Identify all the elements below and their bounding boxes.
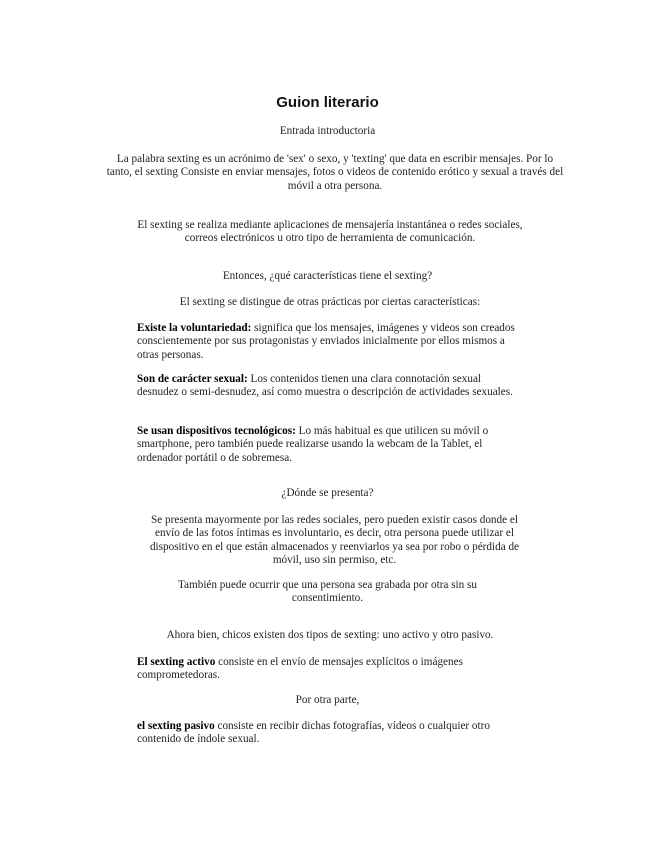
apps-paragraph: El sexting se realiza mediante aplicaciones de mensajería instantánea o redes sociales, correos electrónicos u otro tipo de herramienta de comunicación. bbox=[137, 219, 523, 245]
question-characteristics: Entonces, ¿qué características tiene el sexting? bbox=[222, 270, 433, 282]
page-title: Guion literario bbox=[276, 94, 379, 111]
intro-paragraph: La palabra sexting es un acrónimo de 'sex' o sexo, y 'texting' que data en escribir mensajes. Por lo tanto, el sexting Consiste en enviar mensajes, fotos o videos de contenido erótico y sexual a través del móvil a otra persona. bbox=[106, 153, 564, 192]
passive-sexting-text: consiste en recibir dichas fotografías, vídeos o cualquier otro contenido de índole sexual. bbox=[137, 720, 490, 746]
characteristic-text: Lo más habitual es que utilicen su móvil o smartphone, pero también puede realizarse usando la webcam de la Tablet, el ordenador portátil o de sobremesa. bbox=[137, 425, 489, 464]
question-where: ¿Dónde se presenta? bbox=[281, 487, 374, 499]
characteristic-caracter-sexual bbox=[137, 373, 523, 400]
intro-heading: Entrada introductoria bbox=[279, 125, 376, 137]
transition-text: Por otra parte, bbox=[295, 694, 360, 706]
characteristic-lead: Se usan dispositivos tecnológicos: bbox=[137, 425, 296, 437]
active-sexting-paragraph bbox=[137, 656, 517, 683]
active-sexting-lead: El sexting activo bbox=[137, 656, 216, 668]
characteristic-text: significa que los mensajes, imágenes y videos son creados conscientemente por sus protagonistas y enviados inicialmente por ellos mismos a otras personas. bbox=[137, 322, 515, 361]
passive-sexting-lead: el sexting pasivo bbox=[137, 720, 215, 732]
passive-sexting-paragraph bbox=[137, 720, 532, 747]
characteristic-dispositivos bbox=[137, 425, 529, 465]
active-sexting-text: consiste en el envío de mensajes explícitos o imágenes comprometedoras. bbox=[137, 656, 463, 682]
where-paragraph: Se presenta mayormente por las redes sociales, pero pueden existir casos donde el envío de las fotos íntimas es involuntario, es decir, otra persona puede utilizar el dispositivo en el que están almacenados y reenviarlos ya sea por robo o pérdida de móvil, uso sin permiso, etc. bbox=[149, 514, 520, 567]
characteristic-voluntariedad bbox=[137, 322, 523, 362]
characteristic-text: Los contenidos tienen una clara connotación sexual desnudez o semi-desnudez, así como muestra o descripción de actividades sexuales. bbox=[137, 373, 513, 399]
recorded-paragraph: También puede ocurrir que una persona sea grabada por otra sin su consentimiento. bbox=[178, 579, 477, 605]
characteristic-lead: Existe la voluntariedad: bbox=[137, 322, 252, 334]
distinguish-paragraph: El sexting se distingue de otras prácticas por ciertas características: bbox=[179, 296, 481, 308]
types-paragraph: Ahora bien, chicos existen dos tipos de sexting: uno activo y otro pasivo. bbox=[166, 629, 494, 641]
characteristic-lead: Son de carácter sexual: bbox=[137, 373, 248, 385]
